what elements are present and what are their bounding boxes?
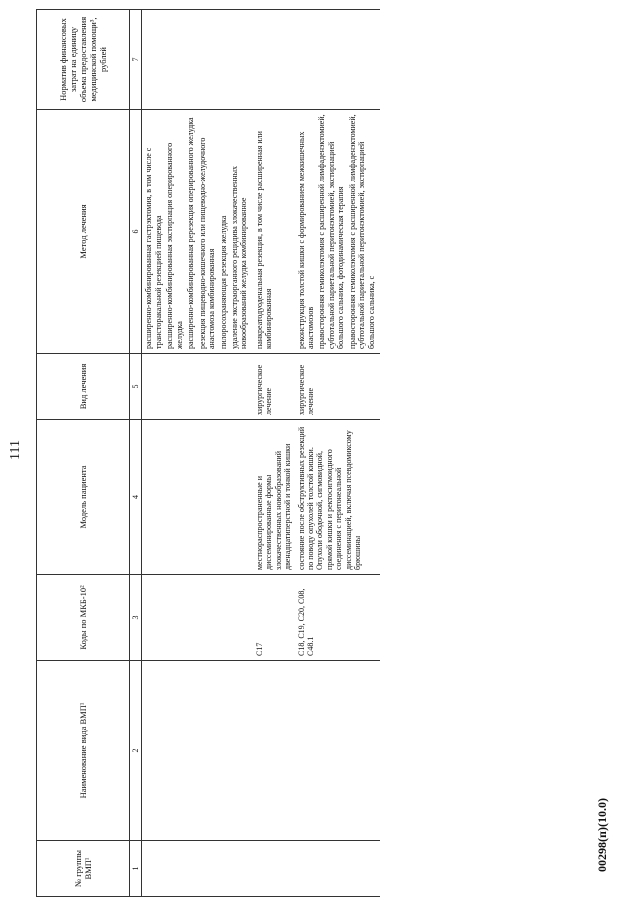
column-number: 2 — [130, 661, 142, 841]
column-number: 3 — [130, 575, 142, 661]
footer-code: 00298(п)(10.0) — [595, 798, 609, 872]
column-number: 7 — [130, 10, 142, 110]
group-cell — [295, 841, 381, 897]
treatment-cell: хирургическое лечение — [295, 354, 381, 420]
method-item: правосторонняя гемиколэктомия с расширенной лимфаденэктомией, субтотальной париетальной перитонэктомией, экстирпацией большого сальника, фотодинамическая терапия — [317, 114, 346, 349]
header-treatment-type: Вид лечения — [37, 354, 130, 420]
method-item: расширенно-комбинированная экстирпация оперированного желудка — [165, 142, 184, 349]
model-cell: местнораспространенные и диссеминированные формы злокачественных новообразований двенадцатиперстной и тонкой кишки — [253, 420, 295, 575]
header-patient-model: Модель пациента — [37, 420, 130, 575]
header-icd-codes: Коды по МКБ-10² — [37, 575, 130, 661]
cost-cell — [253, 10, 295, 110]
methods-cell — [142, 110, 253, 354]
method-item: правосторонняя гемиколэктомия с расширенной лимфаденэктомией, субтотальной париетальной перитонэктомией, экстирпацией большого сальника, с — [347, 114, 376, 349]
column-number-row — [130, 10, 142, 897]
page-number: 111 — [8, 440, 23, 460]
methods-cell — [253, 110, 295, 354]
vmp-table — [36, 9, 380, 897]
column-number: 6 — [130, 110, 142, 354]
treatment-cell — [142, 354, 253, 420]
method-item: удаление экстраорганного рецидива злокачественных новообразований желудка комбинированное — [229, 165, 249, 349]
column-number: 1 — [130, 841, 142, 897]
header-group-number: № группы ВМП¹ — [37, 841, 130, 897]
cost-cell — [295, 10, 381, 110]
methods-cell — [295, 110, 381, 354]
group-cell — [142, 841, 253, 897]
name-cell — [253, 661, 295, 841]
name-cell — [142, 661, 253, 841]
table-row — [253, 10, 295, 897]
method-item: реконструкция толстой кишки с формированием межкишечных анастомозов — [296, 131, 315, 349]
table-row — [142, 10, 253, 897]
header-cost-standard: Норматив финансовых затрат на единицу объема предоставления медицинской помощи³, рублей — [37, 10, 130, 110]
table-row — [295, 10, 381, 897]
group-cell — [253, 841, 295, 897]
column-number: 4 — [130, 420, 142, 575]
method-item: расширенно-комбинированная гастрэктомия, в том числе с трансторакальной резекцией пищевода — [144, 147, 163, 349]
name-cell — [295, 661, 381, 841]
model-cell: состояние после обструктивных резекций по поводу опухолей толстой кишки. Опухоли ободочной, сигмовидной, прямой кишки и ректосигмоидного соединения с перитонеальной диссеминацией, включая псевдомиксому брюшины — [295, 420, 381, 575]
codes-cell — [142, 575, 253, 661]
column-number: 5 — [130, 354, 142, 420]
cost-cell — [142, 10, 253, 110]
method-item: пилоросохраняющая резекция желудка — [218, 215, 228, 349]
header-vmp-name: Наименование вида ВМП¹ — [37, 661, 130, 841]
model-cell — [142, 420, 253, 575]
method-item: расширенно-комбинированная ререзекция оперированного желудка — [186, 117, 196, 349]
header-row — [37, 10, 130, 897]
method-item: резекция пищеводно-кишечного или пищеводно-желудочного анастомоза комбинированная — [197, 137, 217, 349]
codes-cell: C18, C19, C20, C08, C48.1 — [295, 575, 381, 661]
codes-cell: C17 — [253, 575, 295, 661]
header-treatment-method: Метод лечения — [37, 110, 130, 354]
method-item: панкреатодуоденальная резекция, в том числе расширенная или комбинированная — [254, 131, 274, 349]
treatment-cell: хирургическое лечение — [253, 354, 295, 420]
